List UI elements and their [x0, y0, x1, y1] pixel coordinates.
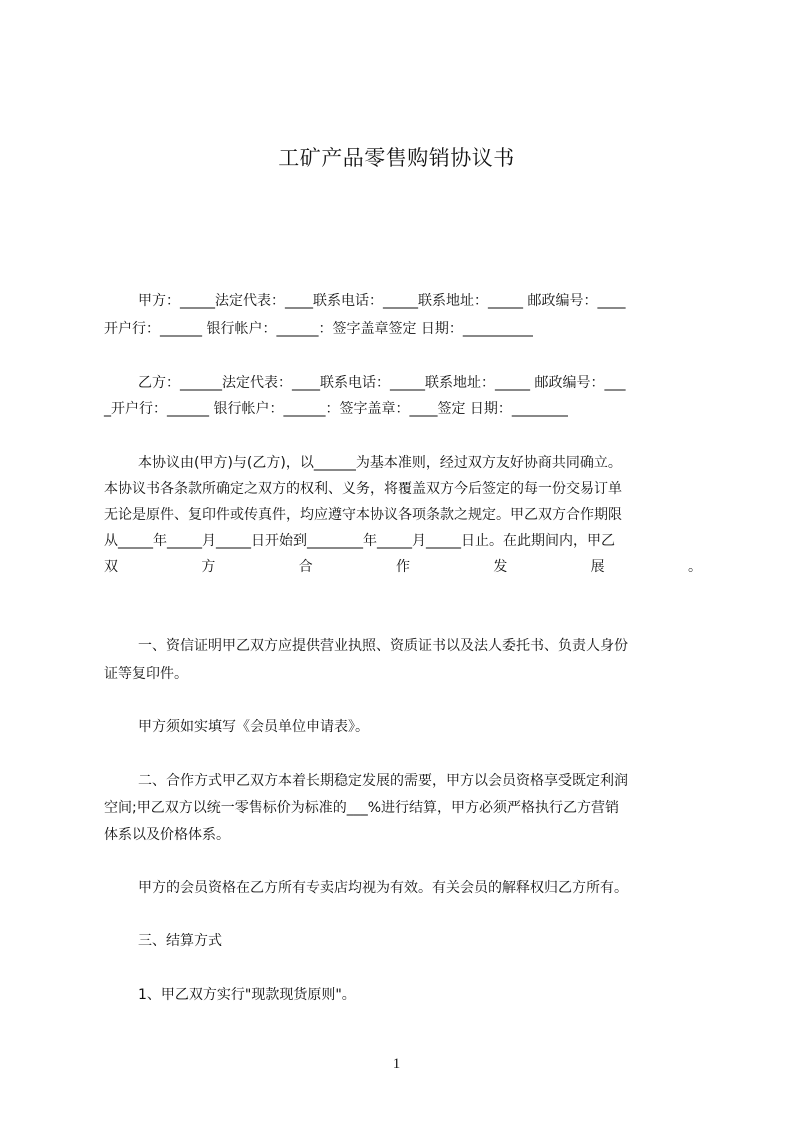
page-number: 1: [392, 1056, 401, 1072]
document-title: 工矿产品零售购销协议书: [278, 146, 515, 170]
section-1-note: 甲方须如实填写《会员单位申请表》。: [138, 719, 369, 735]
party-a-info-line: 甲方：_____法定代表：____联系电话：_____联系地址：_____ 邮政编号：____: [138, 293, 626, 309]
party-a-bank-line: 开户行：______ 银行帐户：______：签字盖章签定 日期：__________: [104, 321, 533, 337]
intro-paragraph-line: 本协议书各条款所确定之双方的权利、义务，将覆盖双方今后签定的每一份交易订单: [104, 481, 622, 497]
section-3-heading: 三、结算方式: [138, 933, 222, 949]
section-2-paragraph-line: 空间;甲乙双方以统一零售标价为标准的___%进行结算，甲方必须严格执行乙方营销: [104, 800, 620, 816]
section-2-paragraph-line: 二、合作方式甲乙双方本着长期稳定发展的需要，甲方以会员资格享受既定利润: [138, 773, 628, 789]
intro-paragraph-line: 从_____年_____月_____日开始到________年_____月_____日止。在此期间内，甲乙: [104, 533, 615, 549]
party-b-bank-line: _开户行：______ 银行帐户：______：签字盖章：____签定 日期：________: [104, 401, 568, 417]
intro-paragraph-line: 双 方 合 作 发 展 。: [104, 559, 702, 575]
intro-paragraph-line: 无论是原件、复印件或传真件，均应遵守本协议各项条款之规定。甲乙双方合作期限: [104, 507, 622, 523]
section-1-paragraph-line: 一、资信证明甲乙双方应提供营业执照、资质证书以及法人委托书、负责人身份: [138, 638, 628, 654]
party-b-info-line: 乙方：______法定代表：____联系电话：_____联系地址：_____ 邮政编号：___: [138, 375, 626, 391]
section-2-note: 甲方的会员资格在乙方所有专卖店均视为有效。有关会员的解释权归乙方所有。: [138, 880, 628, 896]
intro-paragraph-line: 本协议由(甲方)与(乙方)，以______为基本准则，经过双方友好协商共同确立。: [138, 455, 622, 471]
section-1-paragraph-line: 证等复印件。: [104, 666, 188, 682]
section-2-paragraph-line: 体系以及价格体系。: [104, 827, 230, 843]
section-3-item-1: 1、甲乙双方实行"现款现货原则"。: [138, 987, 356, 1003]
